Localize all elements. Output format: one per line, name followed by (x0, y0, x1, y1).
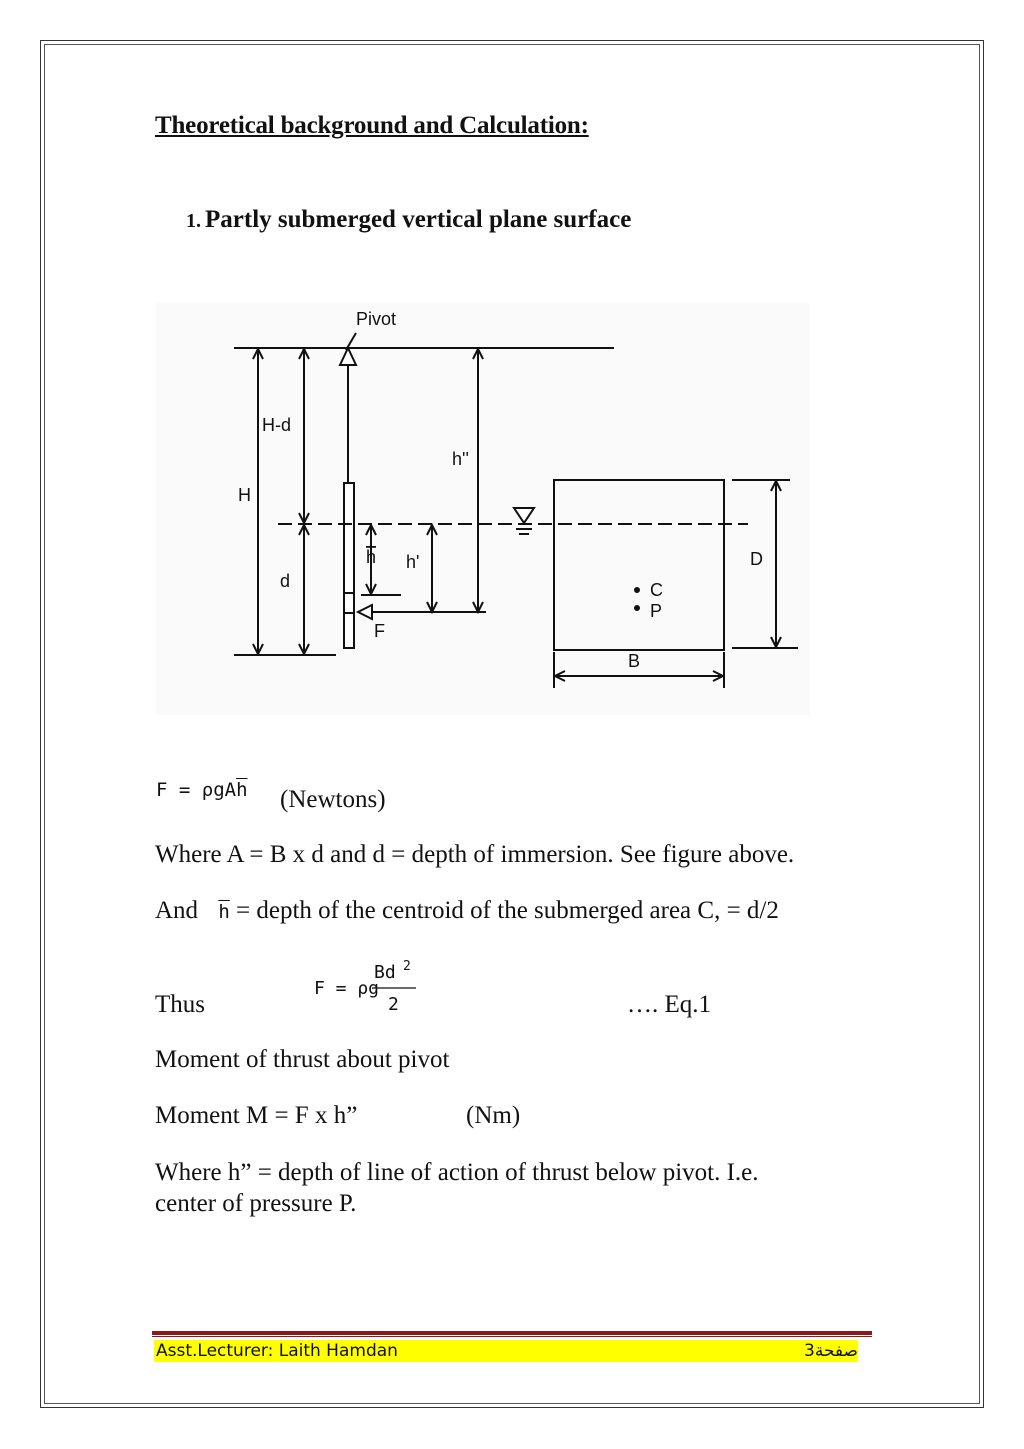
subsection-title-text: Partly submerged vertical plane surface (205, 206, 632, 233)
and-label: And (155, 897, 199, 924)
thrust-formula (314, 958, 424, 1018)
centroid-depth-line (155, 897, 779, 925)
label-h-double-prime: h'' (452, 449, 469, 469)
label-P: P (650, 601, 663, 621)
moment-unit: (Nm) (466, 1102, 521, 1129)
subsection-number: 1. (186, 210, 201, 232)
thrust-formula-numerator: Bd (374, 962, 396, 983)
label-H: H (238, 485, 251, 505)
label-h-minus-d: H-d (262, 415, 292, 435)
footer-page-label: صفحة (814, 1341, 858, 1361)
equation-number: …. Eq.1 (627, 991, 712, 1018)
label-pivot: Pivot (356, 309, 397, 329)
label-h-bar: h (366, 547, 377, 567)
thrust-formula-denominator: 2 (388, 994, 399, 1015)
section-heading: Theoretical background and Calculation: (155, 112, 589, 139)
force-unit: (Newtons) (280, 786, 386, 813)
footer-page-value: 3 (804, 1341, 815, 1361)
footer-rule-thin (152, 1336, 872, 1337)
moment-description: Moment of thrust about pivot (155, 1046, 450, 1073)
force-formula (156, 779, 248, 802)
label-F: F (374, 621, 385, 641)
label-C: C (650, 580, 663, 600)
thus-label: Thus (155, 991, 205, 1018)
label-D: D (750, 549, 763, 569)
footer-rule (152, 1331, 872, 1335)
moment-equation: Moment M = F x h” (155, 1102, 358, 1129)
where-area-text: Where A = B x d and d = depth of immersion. See figure above. (155, 841, 795, 868)
label-B: B (628, 651, 641, 671)
centroid-depth-text: = depth of the centroid of the submerged area C, = d/2 (236, 897, 779, 924)
footer-author: Asst.Lecturer: Laith Hamdan (154, 1340, 804, 1362)
footer-page-number (804, 1340, 858, 1362)
label-d: d (280, 571, 291, 591)
where-h-line-1: Where h” = depth of line of action of thrust below pivot. I.e. (155, 1159, 759, 1186)
where-h-line-2: center of pressure P. (155, 1190, 357, 1217)
force-formula-hbar: $\overline{h}$ (236, 779, 248, 801)
force-formula-lhs: F = ρgA (156, 779, 237, 801)
thrust-formula-exponent: 2 (403, 959, 411, 974)
submerged-surface-figure (156, 303, 810, 715)
subsection-title (186, 206, 631, 234)
label-h-prime: h' (406, 552, 420, 572)
thrust-formula-lhs: F = ρg (314, 978, 380, 999)
h-bar-symbol: $\overline{h}$ (218, 901, 230, 923)
